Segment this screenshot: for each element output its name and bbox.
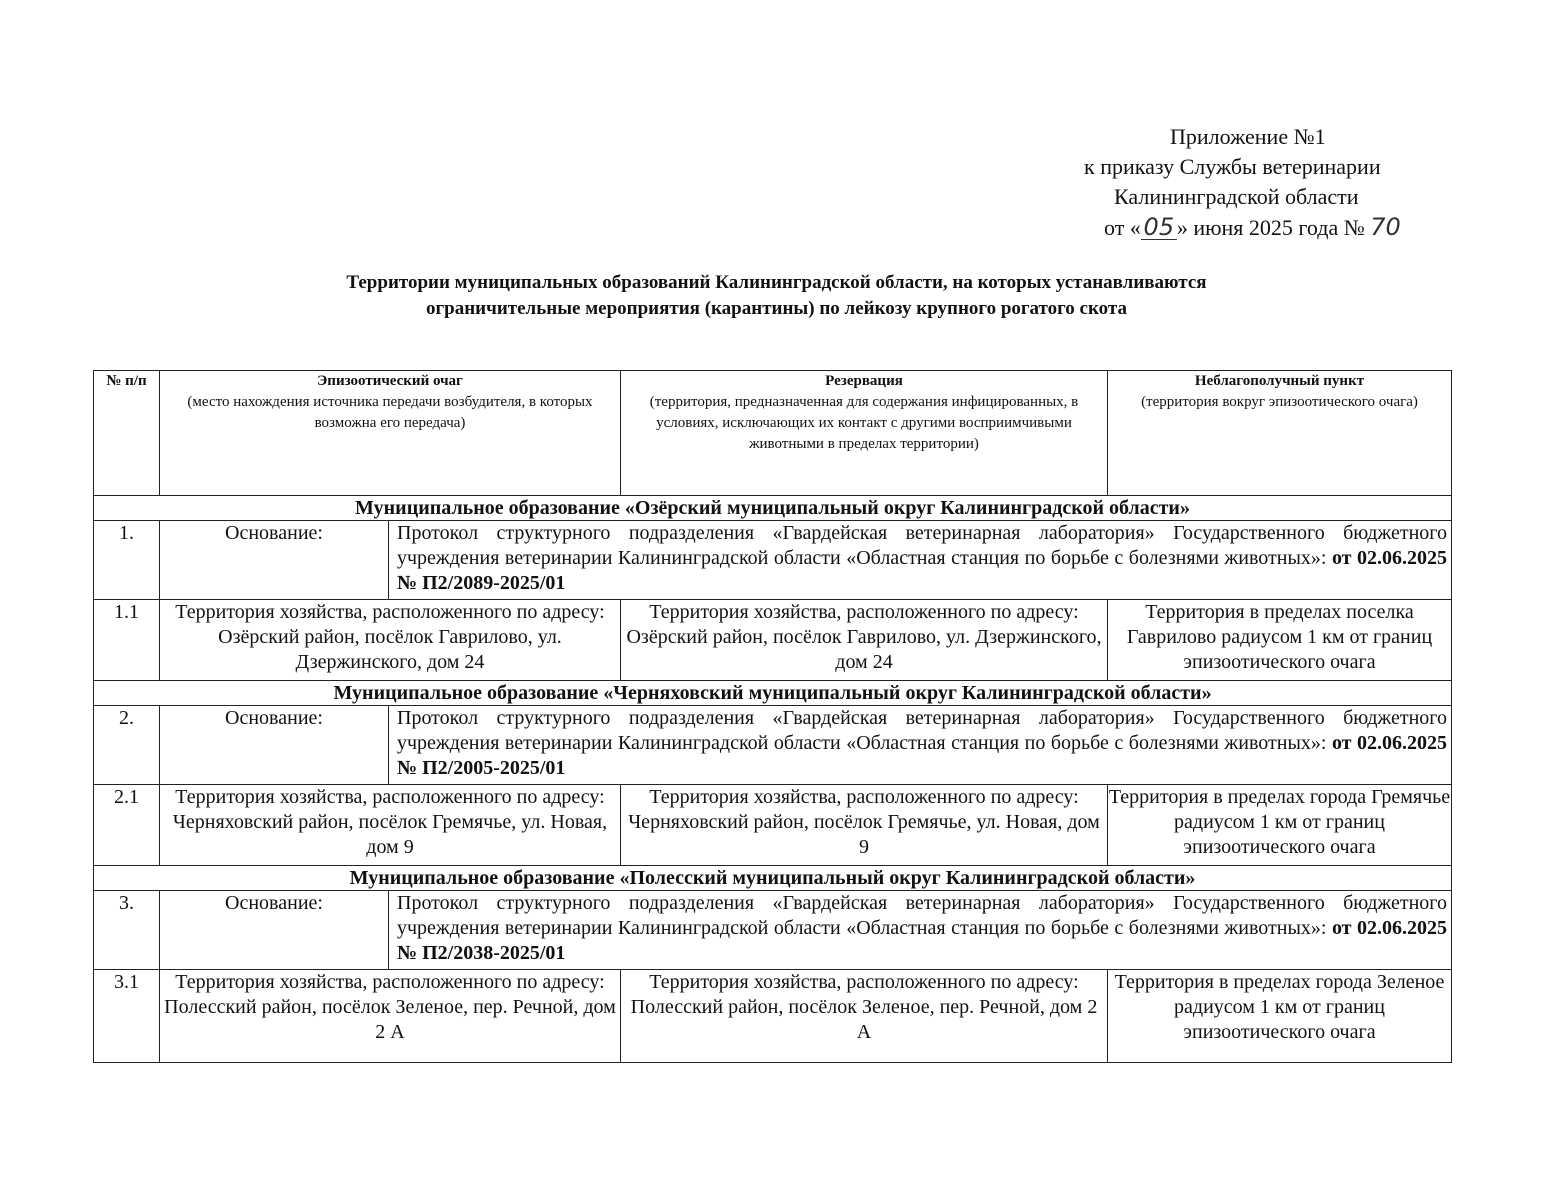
reservation-cell: Территория хозяйства, расположенного по адресу: Черняховский район, посёлок Гремячье, ул. Новая, дом 9 <box>621 785 1108 866</box>
basis-row <box>94 521 1452 600</box>
document-title <box>80 270 1473 322</box>
unfavorable-cell: Территория в пределах города Гремячье радиусом 1 км от границ эпизоотического очага <box>1108 785 1452 866</box>
basis-row <box>94 706 1452 785</box>
protocol-text: Протокол структурного подразделения «Гвардейская ветеринарная лаборатория» Государственного бюджетного учреждения ветеринарии Калининградской области «Областная станция по борьбе с болезнями животных»: <box>397 707 1447 754</box>
basis-label: Основание: <box>160 891 389 970</box>
header-reservation-desc: (территория, предназначенная для содержания инфицированных, в условиях, исключающих их контакт с другими восприимчивыми животными в пределах территории) <box>649 394 1079 452</box>
header-reservation-title: Резервация <box>825 373 903 389</box>
header-reservation <box>621 371 1108 496</box>
territory-row <box>94 785 1452 866</box>
row-number: 3.1 <box>94 970 160 1063</box>
date-prefix: от « <box>1104 215 1141 240</box>
basis-label: Основание: <box>160 706 389 785</box>
territory-row <box>94 600 1452 681</box>
header-unfavorable-desc: (территория вокруг эпизоотического очага) <box>1141 394 1418 410</box>
basis-protocol <box>389 891 1452 970</box>
appendix-title: Приложение №1 <box>1170 124 1326 149</box>
section-row <box>94 681 1452 706</box>
basis-label: Основание: <box>160 521 389 600</box>
focus-cell: Территория хозяйства, расположенного по адресу: Черняховский район, посёлок Гремячье, ул. Новая, дом 9 <box>160 785 621 866</box>
quarantine-table <box>93 370 1452 1063</box>
header-focus <box>160 371 621 496</box>
table-header-row <box>94 371 1452 496</box>
appendix-date-line <box>1040 212 1510 243</box>
protocol-text: Протокол структурного подразделения «Гвардейская ветеринарная лаборатория» Государственного бюджетного учреждения ветеринарии Калининградской области «Областная станция по борьбе с болезнями животных»: <box>397 892 1447 939</box>
basis-number: 1. <box>94 521 160 600</box>
header-num: № п/п <box>94 371 160 496</box>
header-unfavorable <box>1108 371 1452 496</box>
territory-row <box>94 970 1452 1063</box>
section-row <box>94 496 1452 521</box>
title-line-1: Территории муниципальных образований Калининградской области, на которых устанавливаются <box>346 272 1207 293</box>
handwritten-day: 05 <box>1141 215 1177 240</box>
section-title: Муниципальное образование «Озёрский муниципальный округ Калининградской области» <box>94 496 1452 521</box>
header-unfavorable-title: Неблагополучный пункт <box>1194 373 1365 389</box>
basis-number: 3. <box>94 891 160 970</box>
protocol-reference: от 02.06.2025 № П2/2038-2025/01 <box>397 917 1447 964</box>
basis-number: 2. <box>94 706 160 785</box>
protocol-reference: от 02.06.2025 № П2/2089-2025/01 <box>397 547 1447 594</box>
header-focus-desc: (место нахождения источника передачи возбудителя, в которых возможна его передача) <box>187 394 593 431</box>
title-line-2: ограничительные мероприятия (карантины) по лейкозу крупного рогатого скота <box>426 298 1127 319</box>
focus-cell: Территория хозяйства, расположенного по адресу: Полесский район, посёлок Зеленое, пер. Речной, дом 2 А <box>160 970 621 1063</box>
row-number: 2.1 <box>94 785 160 866</box>
header-focus-title: Эпизоотический очаг <box>317 373 463 389</box>
section-title: Муниципальное образование «Черняховский муниципальный округ Калининградской области» <box>94 681 1452 706</box>
unfavorable-cell: Территория в пределах города Зеленое радиусом 1 км от границ эпизоотического очага <box>1108 970 1452 1063</box>
protocol-text: Протокол структурного подразделения «Гвардейская ветеринарная лаборатория» Государственного бюджетного учреждения ветеринарии Калининградской области «Областная станция по борьбе с болезнями животных»: <box>397 522 1447 569</box>
reservation-cell: Территория хозяйства, расположенного по адресу: Полесский район, посёлок Зеленое, пер. Речной, дом 2 А <box>621 970 1108 1063</box>
unfavorable-cell: Территория в пределах поселка Гаврилово радиусом 1 км от границ эпизоотического очага <box>1108 600 1452 681</box>
row-number: 1.1 <box>94 600 160 681</box>
appendix-region: Калининградской области <box>1114 184 1359 209</box>
basis-protocol <box>389 706 1452 785</box>
handwritten-order-number: 70 <box>1370 213 1401 241</box>
focus-cell: Территория хозяйства, расположенного по адресу: Озёрский район, посёлок Гаврилово, ул. Дзержинского, дом 24 <box>160 600 621 681</box>
basis-protocol <box>389 521 1452 600</box>
appendix-block <box>1040 122 1510 243</box>
section-row <box>94 866 1452 891</box>
appendix-order-ref: к приказу Службы ветеринарии <box>1084 154 1381 179</box>
section-title: Муниципальное образование «Полесский муниципальный округ Калининградской области» <box>94 866 1452 891</box>
basis-row <box>94 891 1452 970</box>
reservation-cell: Территория хозяйства, расположенного по адресу: Озёрский район, посёлок Гаврилово, ул. Дзержинского, дом 24 <box>621 600 1108 681</box>
date-middle: » июня 2025 года № <box>1176 215 1365 240</box>
protocol-reference: от 02.06.2025 № П2/2005-2025/01 <box>397 732 1447 779</box>
